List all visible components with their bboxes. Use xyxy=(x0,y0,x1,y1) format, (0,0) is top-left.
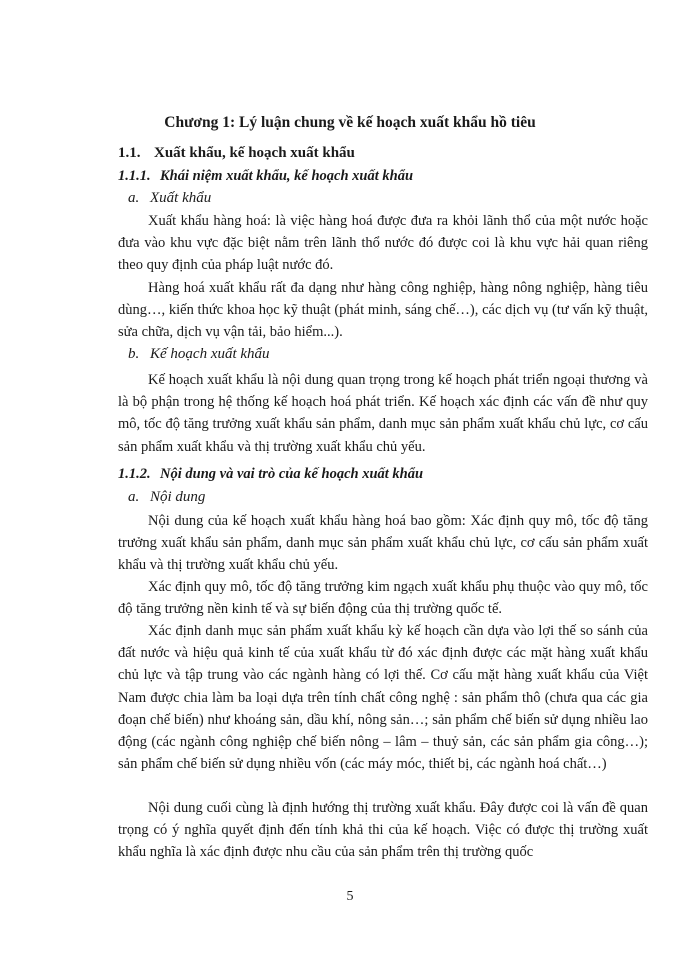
section-title: Khái niệm xuất khẩu, kế hoạch xuất khẩu xyxy=(160,168,414,184)
subsection-content-heading xyxy=(128,489,205,506)
section-number: 1.1.1. xyxy=(118,168,151,184)
paragraph-scale-growth: Xác định quy mô, tốc độ tăng trưởng kim ngạch xuất khẩu phụ thuộc vào quy mô, tốc độ tăng trưởng nền kinh tế và sự biến động của thị trường quốc tế. xyxy=(118,579,648,618)
paragraph-product-list: Xác định danh mục sản phẩm xuất khẩu kỳ kế hoạch cần dựa vào lợi thế so sánh của đất nước và hiệu quả kinh tế của xuất khẩu từ đó xác định được các mặt hàng xuất khẩu chủ lực và tập trung vào các ngành hàng có lợi thế. Cơ cấu mặt hàng xuất khẩu của Việt Nam được chia làm ba loại dựa trên tính chất công nghệ : sản phẩm thô (chưa qua các gia đoạn chế biến) như khoáng sản, dầu khí, nông sản…; sản phẩm chế biến sử dụng nhiều lao động (các ngành công nghiệp chế biến nông – lâm – thuỷ sản, các sản phẩm gia công…); sản phẩm chế biến sử dụng nhiều vốn (các máy móc, thiết bị, các ngành hoá chất…) xyxy=(118,623,648,773)
section-title: Nội dung và vai trò của kế hoạch xuất khẩu xyxy=(160,466,424,482)
subsection-letter: a. xyxy=(128,190,140,206)
section-1-1-heading xyxy=(118,145,355,162)
section-number: 1.1. xyxy=(118,145,141,161)
paragraph-export-goods: Hàng hoá xuất khẩu rất đa dạng như hàng công nghiệp, hàng nông nghiệp, hàng tiêu dùng…, kiến thức khoa học kỹ thuật (phát minh, sáng chế…), các dịch vụ (tư vấn kỹ thuật, sửa chữa, dịch vụ vận tải, bảo hiểm...). xyxy=(118,280,648,341)
paragraph-market-orientation: Nội dung cuối cùng là định hướng thị trường xuất khẩu. Đây được coi là vấn đề quan trọng có ý nghĩa quyết định đến tính khả thi của kế hoạch. Việc có được thị trường xuất khẩu nghĩa là xác định được nhu cầu của sản phẩm trên thị trường quốc xyxy=(118,800,648,861)
subsection-title: Xuất khẩu xyxy=(150,190,212,206)
subsection-title: Nội dung xyxy=(150,489,206,505)
subsection-letter: b. xyxy=(128,346,140,362)
paragraph-plan-content: Nội dung của kế hoạch xuất khẩu hàng hoá bao gồm: Xác định quy mô, tốc độ tăng trưởng xuất khẩu sản phẩm, danh mục sản phẩm xuất khẩu chủ lực, cơ cấu sản phẩm xuất khẩu và thị trường xuất khẩu chủ yếu. xyxy=(118,513,648,574)
paragraph-export-plan: Kế hoạch xuất khẩu là nội dung quan trọng trong kế hoạch phát triển ngoại thương và là bộ phận trong hệ thống kế hoạch hoá phát triển. Kế hoạch xác định các vấn đề như quy mô, tốc độ tăng trưởng xuất khẩu sản phẩm, danh mục sản phẩm xuất khẩu chủ lực, cơ cấu sản phẩm xuất khẩu và thị trường xuất khẩu chủ yếu. xyxy=(118,372,648,455)
paragraph-export-definition: Xuất khẩu hàng hoá: là việc hàng hoá được đưa ra khỏi lãnh thổ của một nước hoặc đưa vào khu vực đặc biệt nằm trên lãnh thổ nước đó được coi là khu vực hải quan riêng theo quy định của pháp luật nước đó. xyxy=(118,213,648,274)
subsection-title: Kế hoạch xuất khẩu xyxy=(150,346,270,362)
section-number: 1.1.2. xyxy=(118,466,151,482)
section-1-1-2-heading xyxy=(118,466,423,483)
section-title: Xuất khẩu, kế hoạch xuất khẩu xyxy=(154,145,355,161)
subsection-letter: a. xyxy=(128,489,140,505)
chapter-title: Chương 1: Lý luận chung về kế hoạch xuất khẩu hồ tiêu xyxy=(164,114,536,131)
subsection-a-heading xyxy=(128,190,211,207)
section-1-1-1-heading xyxy=(118,168,413,185)
page-number: 5 xyxy=(346,889,354,904)
subsection-b-heading xyxy=(128,346,270,363)
